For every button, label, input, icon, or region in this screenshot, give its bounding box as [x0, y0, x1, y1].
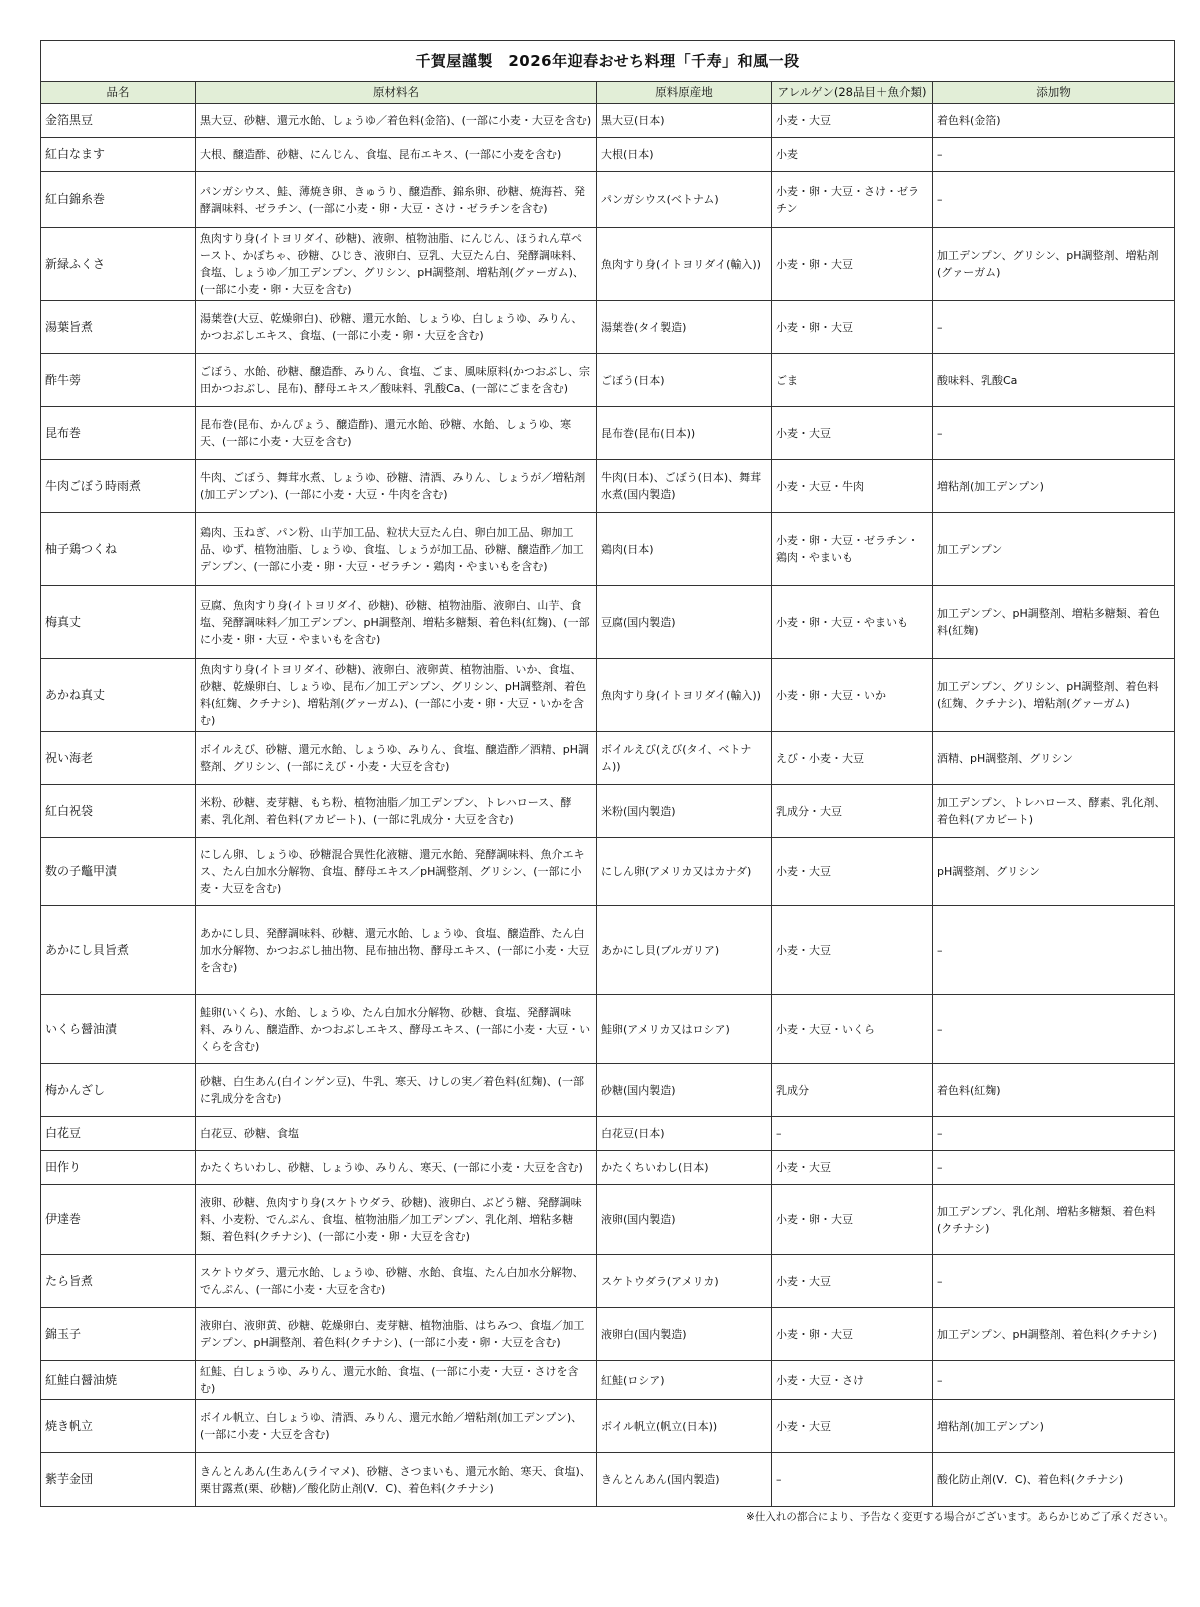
cell-origin: パンガシウス(ベトナム)	[597, 172, 772, 228]
cell-additive: –	[933, 407, 1175, 460]
cell-origin: 米粉(国内製造)	[597, 785, 772, 838]
cell-ingredients: 液卵白、液卵黄、砂糖、乾燥卵白、麦芽糖、植物油脂、はちみつ、食塩／加工デンプン、pH調整剤、着色料(クチナシ)、(一部に小麦・卵・大豆を含む)	[196, 1308, 597, 1361]
cell-name: 数の子鼈甲漬	[41, 838, 196, 906]
cell-ingredients: 鮭卵(いくら)、水飴、しょうゆ、たん白加水分解物、砂糖、食塩、発酵調味料、みりん、醸造酢、かつおぶしエキス、酵母エキス、(一部に小麦・大豆・いくらを含む)	[196, 995, 597, 1064]
cell-origin: 液卵白(国内製造)	[597, 1308, 772, 1361]
cell-ingredients: 砂糖、白生あん(白インゲン豆)、牛乳、寒天、けしの実／着色料(紅麹)、(一部に乳成分を含む)	[196, 1064, 597, 1117]
cell-origin: 黒大豆(日本)	[597, 104, 772, 138]
cell-origin: 白花豆(日本)	[597, 1117, 772, 1151]
cell-name: 湯葉旨煮	[41, 301, 196, 354]
cell-allergen: 小麦・卵・大豆	[772, 1308, 933, 1361]
cell-allergen: 小麦・大豆	[772, 1151, 933, 1185]
cell-additive: 加工デンプン、グリシン、pH調整剤、増粘剤(グァーガム)	[933, 228, 1175, 301]
cell-name: 祝い海老	[41, 732, 196, 785]
cell-allergen: 小麦・大豆	[772, 906, 933, 995]
cell-name: 焼き帆立	[41, 1400, 196, 1453]
cell-name: 柚子鶏つくね	[41, 513, 196, 586]
cell-ingredients: 昆布巻(昆布、かんぴょう、醸造酢)、還元水飴、砂糖、水飴、しょうゆ、寒天、(一部に小麦・大豆を含む)	[196, 407, 597, 460]
cell-additive: 加工デンプン	[933, 513, 1175, 586]
cell-ingredients: あかにし貝、発酵調味料、砂糖、還元水飴、しょうゆ、食塩、醸造酢、たん白加水分解物、かつおぶし抽出物、昆布抽出物、酵母エキス、(一部に小麦・大豆を含む)	[196, 906, 597, 995]
cell-allergen: 小麦・卵・大豆	[772, 301, 933, 354]
allergen-sheet	[40, 40, 1174, 1527]
cell-origin: 牛肉(日本)、ごぼう(日本)、舞茸水煮(国内製造)	[597, 460, 772, 513]
table-row	[41, 354, 1175, 407]
cell-allergen: 小麦・大豆・いくら	[772, 995, 933, 1064]
cell-additive: –	[933, 1255, 1175, 1308]
table-row	[41, 104, 1175, 138]
cell-additive: –	[933, 906, 1175, 995]
cell-origin: 大根(日本)	[597, 138, 772, 172]
table-row	[41, 1255, 1175, 1308]
table-body	[41, 104, 1175, 1507]
table-row	[41, 1117, 1175, 1151]
table-row	[41, 1308, 1175, 1361]
cell-allergen: 小麦・卵・大豆	[772, 228, 933, 301]
cell-name: 錦玉子	[41, 1308, 196, 1361]
cell-allergen: ごま	[772, 354, 933, 407]
cell-origin: ごぼう(日本)	[597, 354, 772, 407]
cell-origin: 昆布巻(昆布(日本))	[597, 407, 772, 460]
table-row	[41, 228, 1175, 301]
cell-name: 紅白錦糸巻	[41, 172, 196, 228]
cell-origin: 魚肉すり身(イトヨリダイ(輸入))	[597, 228, 772, 301]
cell-name: 紅鮭白醤油焼	[41, 1361, 196, 1400]
table-row	[41, 732, 1175, 785]
cell-additive: –	[933, 1117, 1175, 1151]
table-row	[41, 1064, 1175, 1117]
header-ingredients: 原材料名	[196, 82, 597, 104]
cell-allergen: 小麦・大豆	[772, 1400, 933, 1453]
cell-name: あかにし貝旨煮	[41, 906, 196, 995]
cell-ingredients: ボイル帆立、白しょうゆ、清酒、みりん、還元水飴／増粘剤(加工デンプン)、(一部に小麦・大豆を含む)	[196, 1400, 597, 1453]
header-row	[41, 82, 1175, 104]
cell-ingredients: 豆腐、魚肉すり身(イトヨリダイ、砂糖)、砂糖、植物油脂、液卵白、山芋、食塩、発酵調味料／加工デンプン、pH調整剤、増粘多糖類、着色料(紅麹)、(一部に小麦・卵・大豆・やまいもを含む)	[196, 586, 597, 659]
cell-additive: –	[933, 301, 1175, 354]
cell-name: たら旨煮	[41, 1255, 196, 1308]
cell-additive: –	[933, 138, 1175, 172]
footnote-area	[40, 1509, 1174, 1527]
table-row	[41, 138, 1175, 172]
title-row	[41, 41, 1175, 82]
cell-ingredients: 米粉、砂糖、麦芽糖、もち粉、植物油脂／加工デンプン、トレハロース、酵素、乳化剤、着色料(アカビート)、(一部に乳成分・大豆を含む)	[196, 785, 597, 838]
cell-allergen: 小麦・大豆・牛肉	[772, 460, 933, 513]
cell-allergen: 小麦・卵・大豆・さけ・ゼラチン	[772, 172, 933, 228]
cell-additive: 加工デンプン、pH調整剤、増粘多糖類、着色料(紅麹)	[933, 586, 1175, 659]
cell-name: 新緑ふくさ	[41, 228, 196, 301]
cell-additive: 増粘剤(加工デンプン)	[933, 460, 1175, 513]
cell-origin: 魚肉すり身(イトヨリダイ(輸入))	[597, 659, 772, 732]
cell-allergen: 小麦・大豆	[772, 1255, 933, 1308]
cell-ingredients: きんとんあん(生あん(ライマメ)、砂糖、さつまいも、還元水飴、寒天、食塩)、栗甘露煮(栗、砂糖)／酸化防止剤(V．C)、着色料(クチナシ)	[196, 1453, 597, 1507]
table-row	[41, 407, 1175, 460]
cell-additive: –	[933, 1151, 1175, 1185]
cell-additive: 酸化防止剤(V．C)、着色料(クチナシ)	[933, 1453, 1175, 1507]
cell-allergen: 小麦・卵・大豆・やまいも	[772, 586, 933, 659]
cell-name: 梅かんざし	[41, 1064, 196, 1117]
cell-origin: 砂糖(国内製造)	[597, 1064, 772, 1117]
table-row	[41, 838, 1175, 906]
cell-ingredients: 魚肉すり身(イトヨリダイ、砂糖)、液卵白、液卵黄、植物油脂、いか、食塩、砂糖、乾燥卵白、しょうゆ、昆布／加工デンプン、グリシン、pH調整剤、着色料(紅麹、クチナシ)、増粘剤(グァーガム)、(一部に小麦・卵・大豆・いかを含む)	[196, 659, 597, 732]
header-origin: 原料原産地	[597, 82, 772, 104]
cell-ingredients: 大根、醸造酢、砂糖、にんじん、食塩、昆布エキス、(一部に小麦を含む)	[196, 138, 597, 172]
cell-allergen: えび・小麦・大豆	[772, 732, 933, 785]
cell-name: あかね真丈	[41, 659, 196, 732]
table-row	[41, 586, 1175, 659]
table-row	[41, 1151, 1175, 1185]
cell-origin: 液卵(国内製造)	[597, 1185, 772, 1255]
table-row	[41, 1361, 1175, 1400]
cell-origin: ボイル帆立(帆立(日本))	[597, 1400, 772, 1453]
cell-name: 紫芋金団	[41, 1453, 196, 1507]
table-title: 千賀屋謹製 2026年迎春おせち料理「千寿」和風一段	[41, 41, 1175, 82]
cell-additive: 加工デンプン、グリシン、pH調整剤、着色料(紅麹、クチナシ)、増粘剤(グァーガム)	[933, 659, 1175, 732]
cell-additive: pH調整剤、グリシン	[933, 838, 1175, 906]
cell-origin: ボイルえび(えび(タイ、ベトナム))	[597, 732, 772, 785]
cell-name: 金箔黒豆	[41, 104, 196, 138]
cell-ingredients: ごぼう、水飴、砂糖、醸造酢、みりん、食塩、ごま、風味原料(かつおぶし、宗田かつおぶし、昆布)、酵母エキス／酸味料、乳酸Ca、(一部にごまを含む)	[196, 354, 597, 407]
cell-allergen: 小麦・卵・大豆	[772, 1185, 933, 1255]
cell-name: 酢牛蒡	[41, 354, 196, 407]
cell-ingredients: 魚肉すり身(イトヨリダイ、砂糖)、液卵、植物油脂、にんじん、ほうれん草ペースト、かぼちゃ、砂糖、ひじき、液卵白、豆乳、大豆たん白、発酵調味料、食塩、しょうゆ／加工デンプン、グリシン、pH調整剤、増粘剤(グァーガム)、(一部に小麦・卵・大豆を含む)	[196, 228, 597, 301]
cell-name: 梅真丈	[41, 586, 196, 659]
header-product-name: 品名	[41, 82, 196, 104]
cell-origin: きんとんあん(国内製造)	[597, 1453, 772, 1507]
cell-allergen: 小麦・大豆・さけ	[772, 1361, 933, 1400]
cell-additive: –	[933, 995, 1175, 1064]
cell-additive: 酒精、pH調整剤、グリシン	[933, 732, 1175, 785]
cell-origin: スケトウダラ(アメリカ)	[597, 1255, 772, 1308]
table-row	[41, 513, 1175, 586]
cell-additive: 着色料(金箔)	[933, 104, 1175, 138]
table-row	[41, 906, 1175, 995]
cell-allergen: 小麦・卵・大豆・ゼラチン・鶏肉・やまいも	[772, 513, 933, 586]
cell-origin: 紅鮭(ロシア)	[597, 1361, 772, 1400]
ingredients-table	[40, 40, 1175, 1507]
cell-origin: にしん卵(アメリカ又はカナダ)	[597, 838, 772, 906]
header-allergen: アレルゲン(28品目＋魚介類)	[772, 82, 933, 104]
table-row	[41, 785, 1175, 838]
cell-allergen: –	[772, 1117, 933, 1151]
table-row	[41, 301, 1175, 354]
cell-name: 伊達巻	[41, 1185, 196, 1255]
cell-ingredients: かたくちいわし、砂糖、しょうゆ、みりん、寒天、(一部に小麦・大豆を含む)	[196, 1151, 597, 1185]
cell-ingredients: 牛肉、ごぼう、舞茸水煮、しょうゆ、砂糖、清酒、みりん、しょうが／増粘剤(加工デンプン)、(一部に小麦・大豆・牛肉を含む)	[196, 460, 597, 513]
header-additive: 添加物	[933, 82, 1175, 104]
cell-name: いくら醤油漬	[41, 995, 196, 1064]
cell-name: 田作り	[41, 1151, 196, 1185]
table-row	[41, 460, 1175, 513]
cell-allergen: 乳成分・大豆	[772, 785, 933, 838]
cell-allergen: 乳成分	[772, 1064, 933, 1117]
cell-ingredients: 湯葉巻(大豆、乾燥卵白)、砂糖、還元水飴、しょうゆ、白しょうゆ、みりん、かつおぶしエキス、食塩、(一部に小麦・卵・大豆を含む)	[196, 301, 597, 354]
cell-allergen: 小麦・卵・大豆・いか	[772, 659, 933, 732]
cell-origin: 豆腐(国内製造)	[597, 586, 772, 659]
table-row	[41, 995, 1175, 1064]
cell-additive: 加工デンプン、トレハロース、酵素、乳化剤、着色料(アカビート)	[933, 785, 1175, 838]
cell-additive: 加工デンプン、乳化剤、増粘多糖類、着色料(クチナシ)	[933, 1185, 1175, 1255]
table-row	[41, 172, 1175, 228]
cell-additive: 増粘剤(加工デンプン)	[933, 1400, 1175, 1453]
table-row	[41, 1185, 1175, 1255]
cell-name: 紅白なます	[41, 138, 196, 172]
cell-additive: 着色料(紅麹)	[933, 1064, 1175, 1117]
cell-ingredients: にしん卵、しょうゆ、砂糖混合異性化液糖、還元水飴、発酵調味料、魚介エキス、たん白加水分解物、食塩、酵母エキス／pH調整剤、グリシン、(一部に小麦・大豆を含む)	[196, 838, 597, 906]
cell-additive: 酸味料、乳酸Ca	[933, 354, 1175, 407]
cell-ingredients: 黒大豆、砂糖、還元水飴、しょうゆ／着色料(金箔)、(一部に小麦・大豆を含む)	[196, 104, 597, 138]
cell-origin: 鮭卵(アメリカ又はロシア)	[597, 995, 772, 1064]
cell-ingredients: スケトウダラ、還元水飴、しょうゆ、砂糖、水飴、食塩、たん白加水分解物、でんぷん、(一部に小麦・大豆を含む)	[196, 1255, 597, 1308]
cell-allergen: 小麦	[772, 138, 933, 172]
cell-origin: あかにし貝(ブルガリア)	[597, 906, 772, 995]
table-row	[41, 1453, 1175, 1507]
cell-ingredients: 鶏肉、玉ねぎ、パン粉、山芋加工品、粒状大豆たん白、卵白加工品、卵加工品、ゆず、植物油脂、しょうゆ、食塩、しょうが加工品、砂糖、醸造酢／加工デンプン、(一部に小麦・卵・大豆・ゼラチン・鶏肉・やまいもを含む)	[196, 513, 597, 586]
cell-allergen: 小麦・大豆	[772, 838, 933, 906]
footnote: ※仕入れの都合により、予告なく変更する場合がございます。あらかじめご了承ください。	[746, 1511, 1174, 1523]
cell-ingredients: 白花豆、砂糖、食塩	[196, 1117, 597, 1151]
cell-name: 紅白祝袋	[41, 785, 196, 838]
cell-additive: –	[933, 172, 1175, 228]
cell-allergen: 小麦・大豆	[772, 104, 933, 138]
cell-ingredients: 液卵、砂糖、魚肉すり身(スケトウダラ、砂糖)、液卵白、ぶどう糖、発酵調味料、小麦粉、でんぷん、食塩、植物油脂／加工デンプン、乳化剤、増粘多糖類、着色料(クチナシ)、(一部に小麦・卵・大豆を含む)	[196, 1185, 597, 1255]
cell-ingredients: ボイルえび、砂糖、還元水飴、しょうゆ、みりん、食塩、醸造酢／酒精、pH調整剤、グリシン、(一部にえび・小麦・大豆を含む)	[196, 732, 597, 785]
cell-ingredients: パンガシウス、鮭、薄焼き卵、きゅうり、醸造酢、錦糸卵、砂糖、焼海苔、発酵調味料、ゼラチン、(一部に小麦・卵・大豆・さけ・ゼラチンを含む)	[196, 172, 597, 228]
cell-additive: 加工デンプン、pH調整剤、着色料(クチナシ)	[933, 1308, 1175, 1361]
cell-name: 白花豆	[41, 1117, 196, 1151]
cell-origin: 鶏肉(日本)	[597, 513, 772, 586]
table-row	[41, 1400, 1175, 1453]
cell-origin: かたくちいわし(日本)	[597, 1151, 772, 1185]
cell-allergen: –	[772, 1453, 933, 1507]
cell-ingredients: 紅鮭、白しょうゆ、みりん、還元水飴、食塩、(一部に小麦・大豆・さけを含む)	[196, 1361, 597, 1400]
cell-origin: 湯葉巻(タイ製造)	[597, 301, 772, 354]
cell-name: 昆布巻	[41, 407, 196, 460]
table-row	[41, 659, 1175, 732]
cell-name: 牛肉ごぼう時雨煮	[41, 460, 196, 513]
cell-additive: –	[933, 1361, 1175, 1400]
cell-allergen: 小麦・大豆	[772, 407, 933, 460]
